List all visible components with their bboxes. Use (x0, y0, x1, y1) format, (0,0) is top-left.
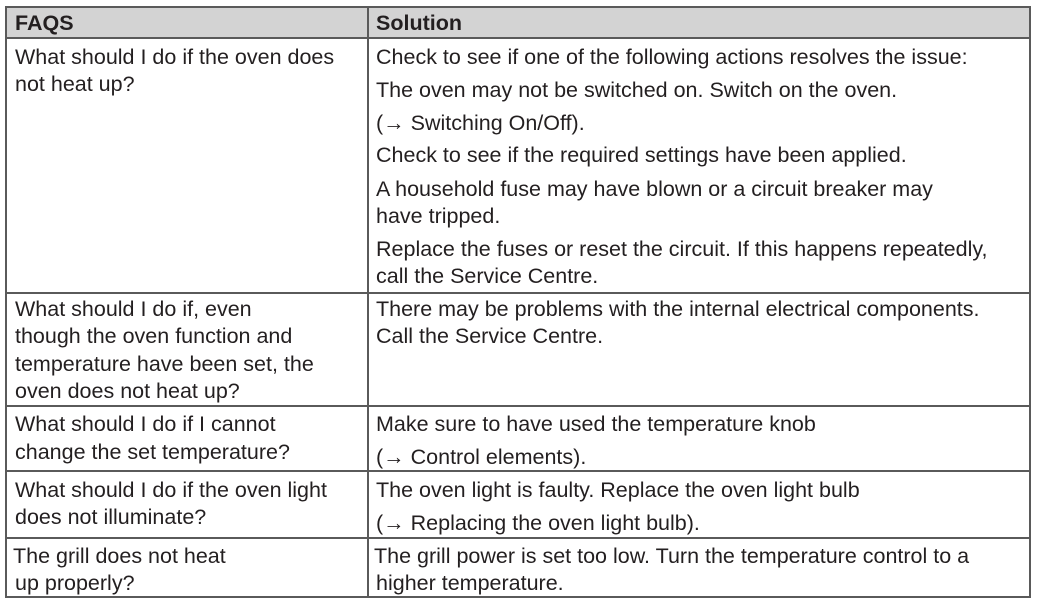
solution-line: (→ Replacing the oven light bulb). (376, 511, 700, 535)
question-line: What should I do if, even (15, 297, 252, 321)
question-line: does not illuminate? (15, 505, 207, 529)
question-line: change the set temperature? (15, 440, 290, 464)
solution-line: A household fuse may have blown or a circuit breaker may (376, 177, 933, 201)
question-line: not heat up? (15, 72, 135, 96)
question-line: though the oven function and (15, 324, 293, 348)
header-solution: Solution (376, 11, 462, 35)
solution-line: The oven may not be switched on. Switch on the oven. (376, 78, 898, 102)
row-divider (7, 292, 1029, 294)
solution-line: Check to see if one of the following actions resolves the issue: (376, 45, 968, 69)
question-line: temperature have been set, the (15, 352, 314, 376)
question-line: up properly? (15, 571, 135, 595)
solution-line: Replace the fuses or reset the circuit. If this happens repeatedly, (376, 237, 988, 261)
solution-line: call the Service Centre. (376, 264, 599, 288)
solution-line: higher temperature. (376, 571, 564, 595)
faq-table (5, 6, 1031, 598)
question-line: What should I do if the oven light (15, 478, 327, 502)
solution-line: The oven light is faulty. Replace the oven light bulb (376, 478, 860, 502)
solution-line: (→ Switching On/Off). (376, 111, 585, 135)
solution-line: The grill power is set too low. Turn the temperature control to a (374, 544, 970, 568)
row-divider (7, 405, 1029, 407)
row-divider (7, 470, 1029, 472)
question-line: What should I do if the oven does (15, 45, 335, 69)
solution-line: Call the Service Centre. (376, 324, 604, 348)
question-line: What should I do if I cannot (15, 412, 276, 436)
question-line: The grill does not heat (13, 544, 226, 568)
solution-line: (→ Control elements). (376, 445, 587, 469)
solution-line: have tripped. (376, 204, 501, 228)
question-line: oven does not heat up? (15, 379, 240, 403)
row-divider (7, 537, 1029, 539)
table-header (7, 8, 1029, 39)
solution-line: Make sure to have used the temperature knob (376, 412, 816, 436)
solution-line: There may be problems with the internal electrical components. (376, 297, 980, 321)
header-faqs: FAQS (15, 11, 74, 35)
column-divider (367, 8, 369, 596)
solution-line: Check to see if the required settings have been applied. (376, 143, 907, 167)
